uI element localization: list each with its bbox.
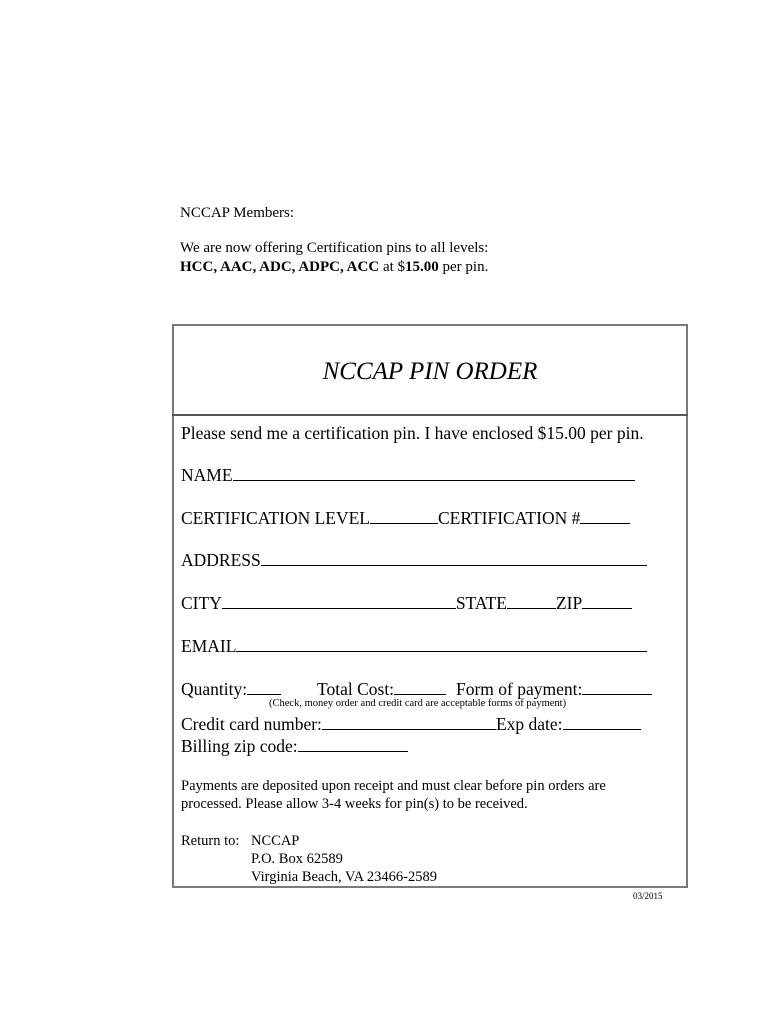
offer-text: We are now offering Certification pins to all levels: <box>180 240 489 256</box>
return-po-box: P.O. Box 62589 <box>251 851 343 867</box>
payment-form-group <box>456 679 652 700</box>
date-code: 03/2015 <box>633 891 663 901</box>
quantity-field[interactable] <box>247 679 281 695</box>
total-cost-label: Total Cost: <box>317 679 395 699</box>
notice-line-1: Payments are deposited upon receipt and must clear before pin orders are <box>181 778 606 794</box>
notice-line-2: processed. Please allow 3-4 weeks for pin(s) to be received. <box>181 796 528 812</box>
address-label: ADDRESS <box>181 550 261 570</box>
at-text: at $ <box>379 259 406 275</box>
return-label: Return to: <box>181 833 240 849</box>
levels-line <box>180 259 488 276</box>
state-field[interactable] <box>507 593 556 609</box>
credit-card-label: Credit card number: <box>181 714 322 734</box>
email-field[interactable] <box>236 636 647 652</box>
name-row <box>181 465 635 486</box>
address-field[interactable] <box>261 550 647 566</box>
zip-field[interactable] <box>582 593 632 609</box>
return-org: NCCAP <box>251 833 300 849</box>
per-pin-text: per pin. <box>438 259 489 275</box>
exp-date-field[interactable] <box>563 714 641 730</box>
name-label: NAME <box>181 465 233 485</box>
zip-label: ZIP <box>555 593 583 613</box>
payment-form-field[interactable] <box>582 679 652 695</box>
payment-form-label: Form of payment: <box>456 679 583 699</box>
email-label: EMAIL <box>181 636 237 656</box>
form-title: NCCAP PIN ORDER <box>322 358 538 385</box>
return-city: Virginia Beach, VA 23466-2589 <box>251 869 438 885</box>
quantity-label: Quantity: <box>181 679 248 699</box>
cert-level-label: CERTIFICATION LEVEL <box>181 508 370 528</box>
greeting: NCCAP Members: <box>180 205 295 221</box>
total-cost-field[interactable] <box>394 679 446 695</box>
city-field[interactable] <box>222 593 456 609</box>
cert-level-field[interactable] <box>370 508 438 524</box>
price: 15.00 <box>405 259 439 275</box>
levels-list: HCC, AAC, ADC, ADPC, ACC <box>180 259 380 275</box>
billing-zip-label: Billing zip code: <box>181 736 298 756</box>
total-cost-group <box>317 679 446 700</box>
address-row <box>181 550 647 571</box>
credit-card-row <box>181 714 641 735</box>
credit-card-field[interactable] <box>322 714 496 730</box>
state-label: STATE <box>455 593 507 613</box>
form-statement: Please send me a certification pin. I have enclosed $15.00 per pin. <box>181 423 644 443</box>
city-row <box>181 593 632 614</box>
exp-date-label: Exp date: <box>495 714 563 734</box>
name-field[interactable] <box>233 465 635 481</box>
email-row <box>181 636 647 657</box>
certification-row <box>181 508 630 529</box>
billing-zip-row <box>181 736 408 757</box>
city-label: CITY <box>181 593 222 613</box>
billing-zip-field[interactable] <box>298 736 408 752</box>
cert-number-field[interactable] <box>580 508 630 524</box>
quantity-row <box>181 679 281 700</box>
cert-number-label: CERTIFICATION # <box>438 508 581 528</box>
payment-note: (Check, money order and credit card are acceptable forms of payment) <box>269 698 567 709</box>
order-form-title-box <box>172 324 688 416</box>
